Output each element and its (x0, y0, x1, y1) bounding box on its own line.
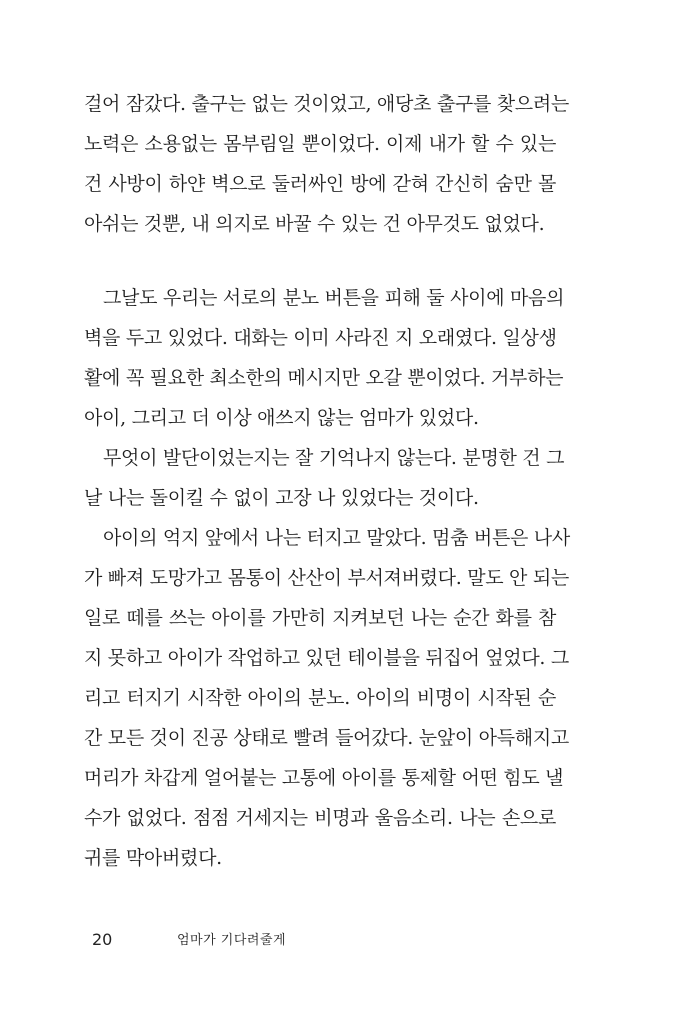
text-line: 귀를 막아버렸다. (84, 847, 222, 869)
text-line: 머리가 차갑게 얼어붙는 고통에 아이를 통제할 어떤 힘도 낼 (84, 767, 564, 789)
text-line: 가 빠져 도망가고 몸통이 산산이 부서져버렸다. 말도 안 되는 (84, 567, 569, 589)
text-line: 리고 터지기 시작한 아이의 분노. 아이의 비명이 시작된 순 (84, 687, 556, 709)
text-line: 무엇이 발단이었는지는 잘 기억나지 않는다. 분명한 건 그 (103, 447, 565, 469)
text-line: 건 사방이 하얀 벽으로 둘러싸인 방에 갇혀 간신히 숨만 몰 (84, 173, 556, 195)
text-line: 활에 꼭 필요한 최소한의 메시지만 오갈 뿐이었다. 거부하는 (84, 367, 564, 389)
text-line: 지 못하고 아이가 작업하고 있던 테이블을 뒤집어 엎었다. 그 (84, 647, 569, 669)
text-line: 일로 떼를 쓰는 아이를 가만히 지켜보던 나는 순간 화를 참 (84, 607, 556, 629)
text-line: 그날도 우리는 서로의 분노 버튼을 피해 둘 사이에 마음의 (103, 287, 565, 309)
page-number: 20 (92, 930, 113, 949)
text-line: 아이의 억지 앞에서 나는 터지고 말았다. 멈춤 버튼은 나사 (103, 527, 570, 549)
text-line: 아이, 그리고 더 이상 애쓰지 않는 엄마가 있었다. (84, 407, 479, 429)
text-line: 날 나는 돌이킬 수 없이 고장 나 있었다는 것이다. (84, 487, 479, 509)
text-line: 수가 없었다. 점점 거세지는 비명과 울음소리. 나는 손으로 (84, 807, 556, 829)
text-line: 노력은 소용없는 몸부림일 뿐이었다. 이제 내가 할 수 있는 (84, 133, 556, 155)
text-line: 아쉬는 것뿐, 내 의지로 바꿀 수 있는 건 아무것도 없었다. (84, 213, 545, 235)
running-title: 엄마가 기다려줄게 (177, 933, 287, 948)
text-line: 간 모든 것이 진공 상태로 빨려 들어갔다. 눈앞이 아득해지고 (84, 727, 569, 749)
text-line: 걸어 잠갔다. 출구는 없는 것이었고, 애당초 출구를 찾으려는 (84, 93, 569, 115)
text-line: 벽을 두고 있었다. 대화는 이미 사라진 지 오래였다. 일상생 (84, 327, 557, 349)
